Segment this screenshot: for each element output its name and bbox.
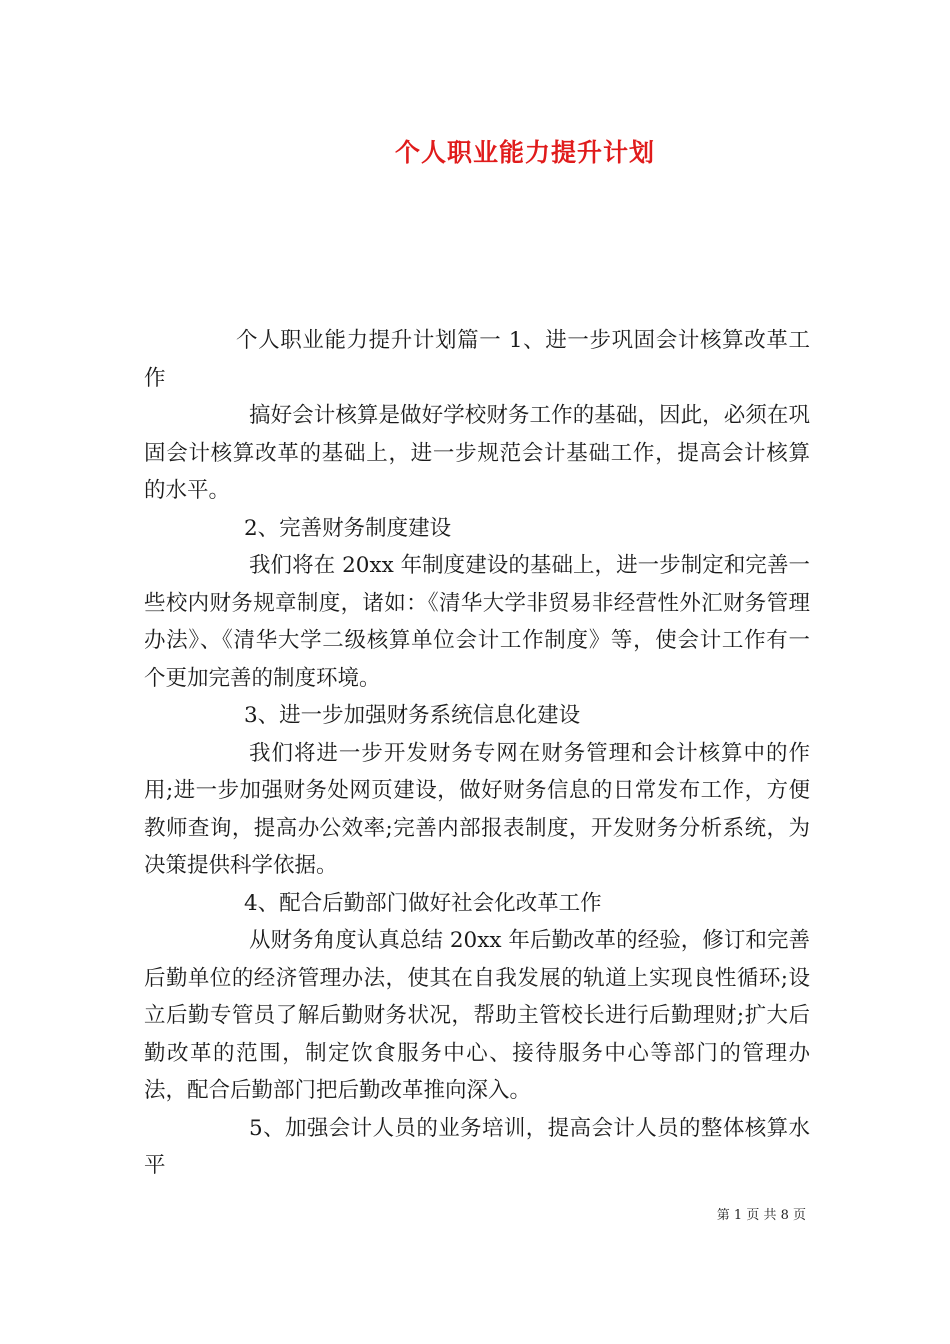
- paragraph-regulations: 我们将在 20xx 年制度建设的基础上，进一步制定和完善一些校内财务规章制度，诸如：《清华大学非贸易非经营性外汇财务管理办法》、《清华大学二级核算单位会计工作制度》等，使会计工作有一个更加完善的制度环境。: [144, 553, 810, 691]
- document-body: [144, 322, 810, 1185]
- page-number: 第 1 页 共 8 页: [716, 1208, 806, 1223]
- document-title: 个人职业能力提升计划: [394, 138, 655, 167]
- heading-item-3: 3、进一步加强财务系统信息化建设: [244, 703, 581, 728]
- heading-item-5: 5、加强会计人员的业务培训，提高会计人员的整体核算水平: [144, 1115, 810, 1178]
- paragraph-logistics: 从财务角度认真总结 20xx 年后勤改革的经验，修订和完善后勤单位的经济管理办法，使其在自我发展的轨道上实现良性循环;设立后勤专管员了解后勤财务状况，帮助主管校长进行后勤理财;扩大后勤改革的范围，制定饮食服务中心、接待服务中心等部门的管理办法，配合后勤部门把后勤改革推向深入。: [144, 928, 810, 1103]
- paragraph-accounting: 搞好会计核算是做好学校财务工作的基础，因此，必须在巩固会计核算改革的基础上，进一步规范会计基础工作，提高会计核算的水平。: [144, 403, 810, 503]
- paragraph-informatization: 我们将进一步开发财务专网在财务管理和会计核算中的作用;进一步加强财务处网页建设，做好财务信息的日常发布工作，方便教师查询，提高办公效率;完善内部报表制度，开发财务分析系统，为决策提供科学依据。: [144, 740, 810, 878]
- heading-item-2: 2、完善财务制度建设: [244, 515, 452, 541]
- heading-item-4: 4、配合后勤部门做好社会化改革工作: [244, 890, 602, 916]
- paragraph-intro: 个人职业能力提升计划篇一 1、进一步巩固会计核算改革工作: [144, 328, 810, 391]
